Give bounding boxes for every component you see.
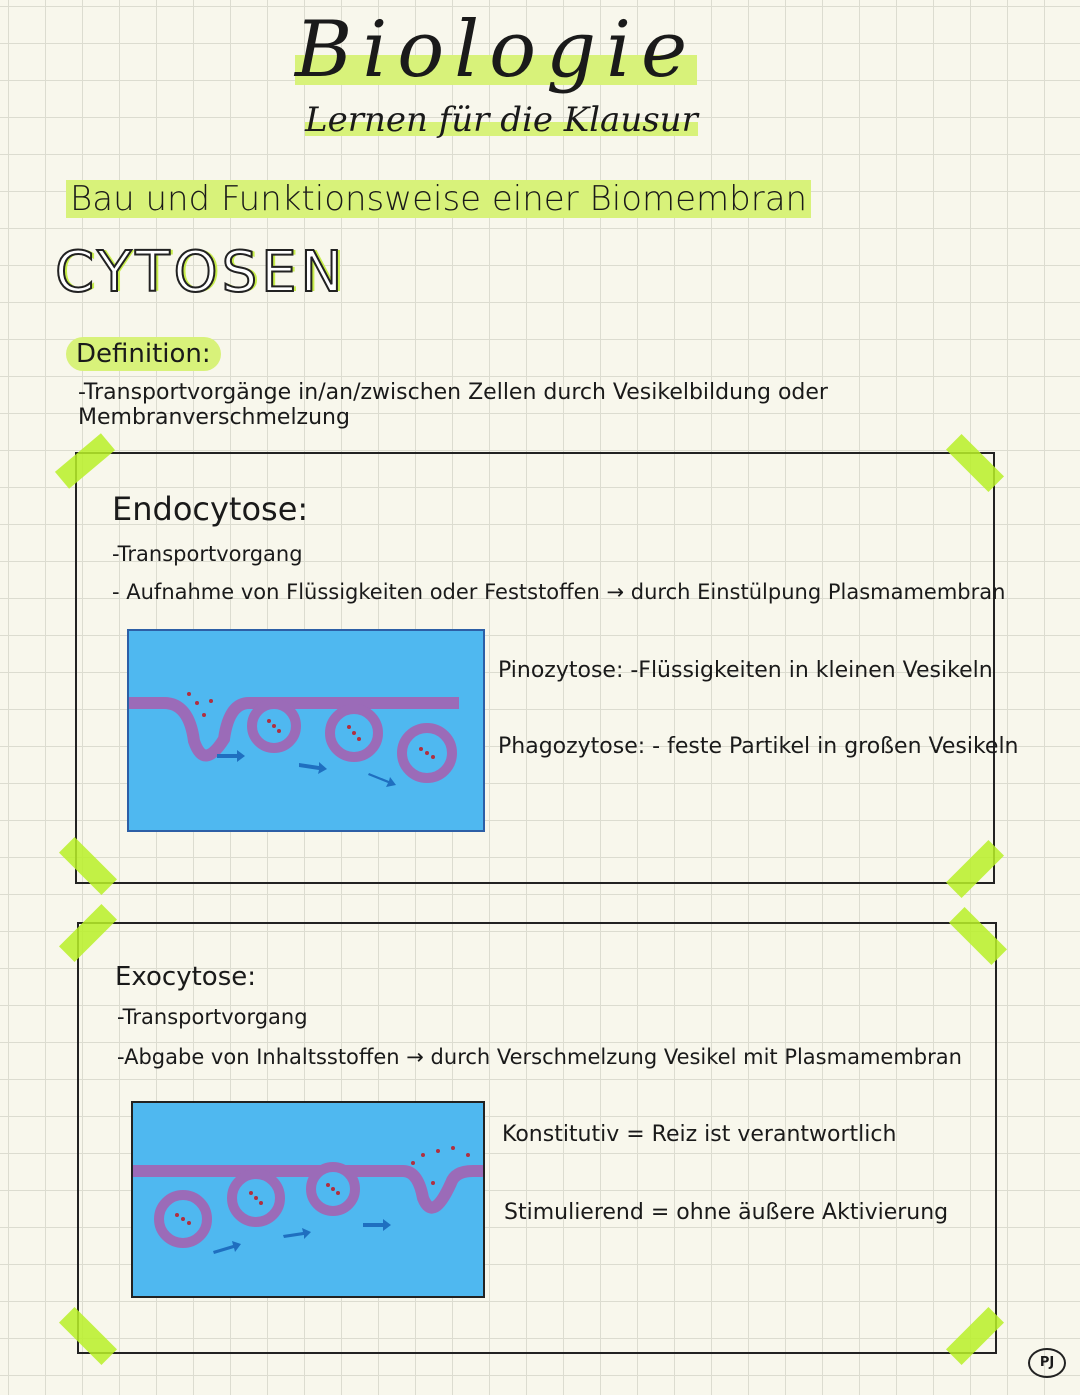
exocytose-note: Stimulierend = ohne äußere Aktivierung (504, 1200, 949, 1225)
exocytose-line: -Transportvorgang (117, 1005, 308, 1029)
endocytose-title: Endocytose: (112, 490, 309, 528)
endocytose-line: -Transportvorgang (112, 542, 303, 566)
topic-heading: Bau und Funktionsweise einer Biomembran (66, 180, 811, 218)
exocytose-line: -Abgabe von Inhaltsstoffen → durch Verschmelzung Vesikel mit Plasmamembran (117, 1045, 962, 1069)
definition-label: Definition: (66, 337, 221, 371)
exocytose-title: Exocytose: (115, 962, 257, 992)
page-subtitle: Lernen für die Klausur (305, 100, 698, 140)
endocytose-diagram (127, 629, 485, 832)
endocytose-line: - Aufnahme von Flüssigkeiten oder Feststoffen → durch Einstülpung Plasmamembran (112, 580, 1006, 604)
definition-text: -Transportvorgänge in/an/zwischen Zellen durch Vesikelbildung oder Membranverschmelzung (78, 380, 828, 430)
endocytose-note: Pinozytose: -Flüssigkeiten in kleinen Vesikeln (498, 658, 993, 683)
exocytose-diagram (131, 1101, 485, 1298)
page-title: Biologie (295, 0, 697, 100)
endocytose-note: Phagozytose: - feste Partikel in großen Vesikeln (498, 734, 1019, 759)
author-badge: PJ (1028, 1348, 1066, 1378)
exocytose-note: Konstitutiv = Reiz ist verantwortlich (502, 1122, 897, 1147)
section-heading: CYTOSEN (55, 240, 347, 305)
